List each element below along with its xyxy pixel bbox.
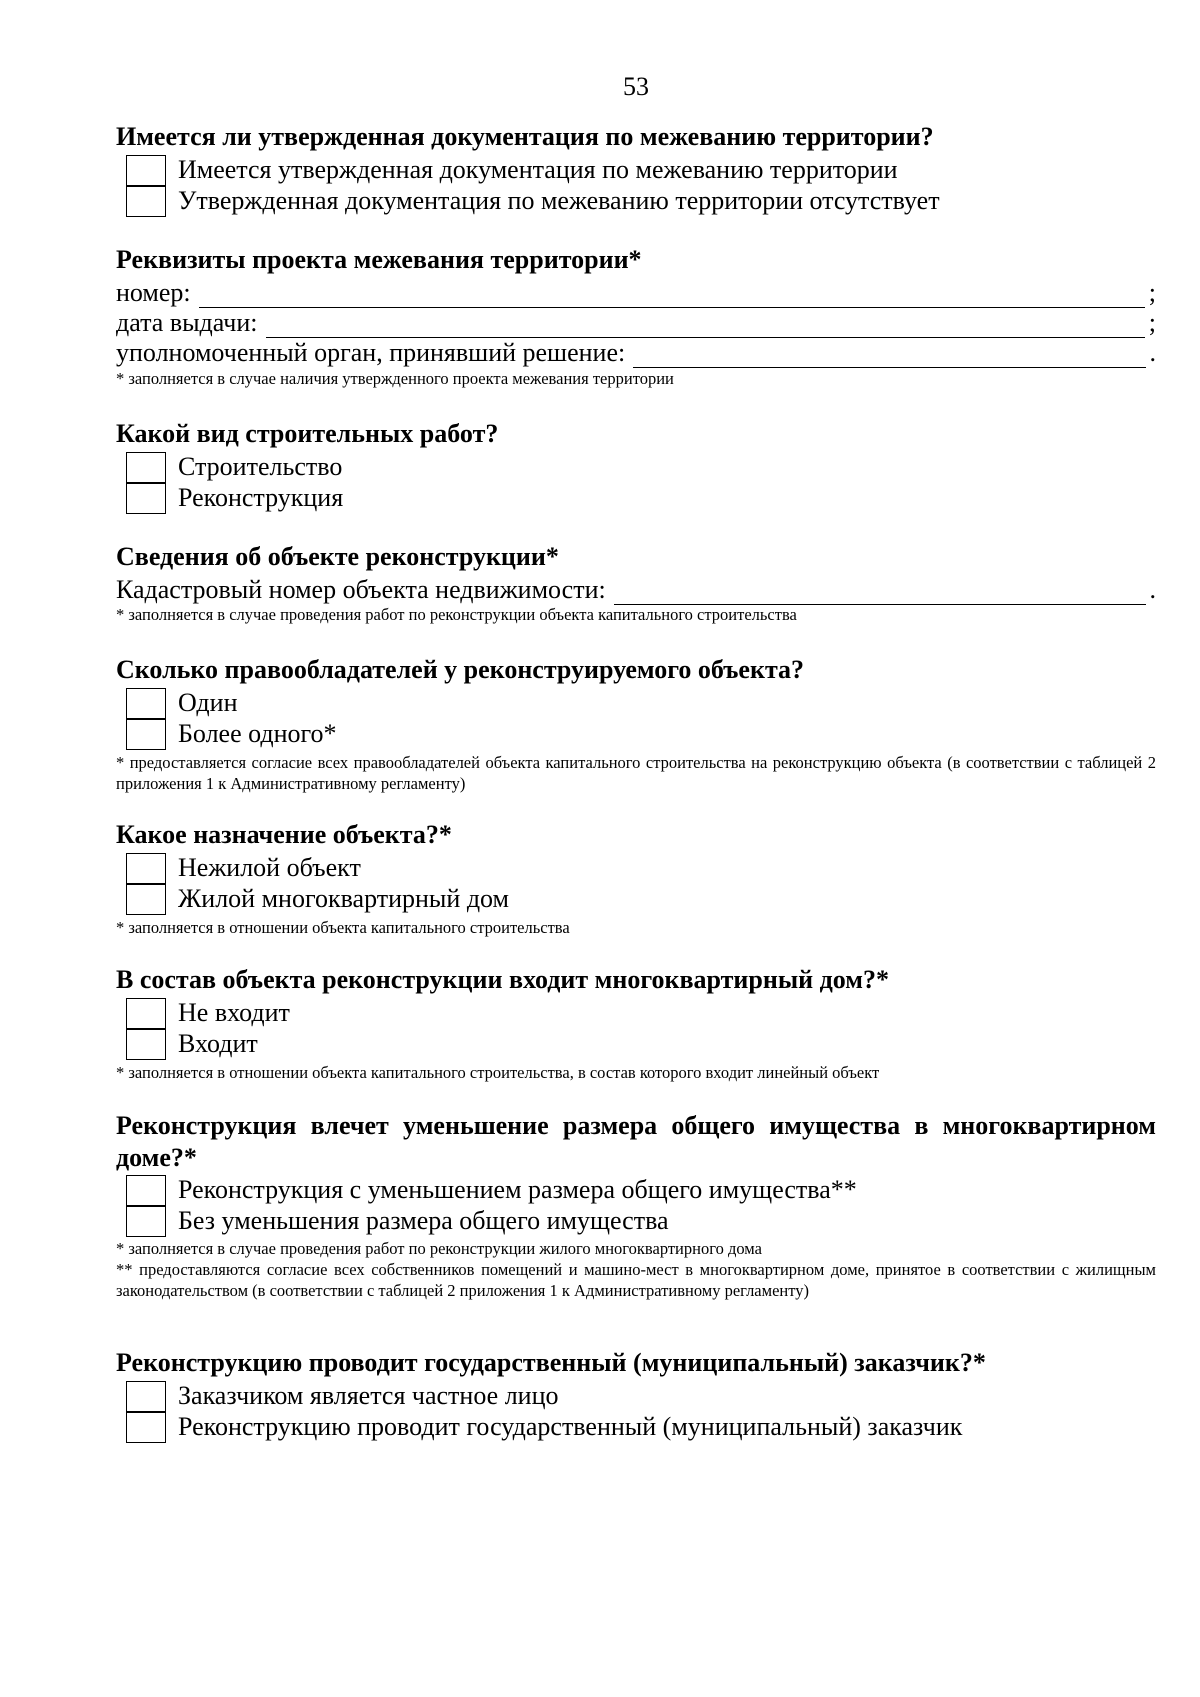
note-apartment: * заполняется в отношении объекта капитального строительства, в состав которого входит линейный объект — [116, 1063, 880, 1082]
option-survey-doc-exists[interactable] — [126, 153, 898, 187]
question-common-property: Реконструкция влечет уменьшение размера общего имущества в многоквартирном доме?* — [116, 1111, 1156, 1172]
note-common-property-2: ** предоставляются согласие всех собственников помещений и машино-мест в многоквартирном доме, принятое в соответствии с жилищным законодательством (в соответствии с таблицей 2 приложения 1 к Административному регламенту) — [116, 1260, 1156, 1300]
note-survey-details: * заполняется в случае наличия утвержденного проекта межевания территории — [116, 369, 674, 388]
option-label: Имеется утвержденная документация по межеванию территории — [178, 155, 898, 184]
question-owners: Сколько правообладателей у реконструируемого объекта? — [116, 655, 805, 684]
checkbox[interactable] — [126, 452, 166, 483]
field-end: . — [1149, 338, 1156, 367]
field-label: Кадастровый номер объекта недвижимости: — [116, 575, 606, 604]
note-object-info: * заполняется в случае проведения работ по реконструкции объекта капитального строительства — [116, 605, 797, 624]
option-label: Реконструкция с уменьшением размера общего имущества** — [178, 1175, 857, 1204]
option-label: Жилой многоквартирный дом — [178, 884, 510, 913]
field-cadastral — [116, 575, 1156, 605]
question-survey-details: Реквизиты проекта межевания территории* — [116, 245, 642, 274]
checkbox[interactable] — [126, 1206, 166, 1237]
option-label: Более одного* — [178, 719, 337, 748]
checkbox[interactable] — [126, 853, 166, 884]
option-with-reduction[interactable] — [126, 1173, 857, 1207]
note-purpose: * заполняется в отношении объекта капитального строительства — [116, 918, 570, 937]
field-end: ; — [1148, 278, 1156, 307]
field-end: . — [1149, 575, 1156, 604]
checkbox[interactable] — [126, 688, 166, 719]
note-owners: * предоставляется согласие всех правообладателей объекта капитального строительства на реконструкцию объекта (в соответствии с таблицей 2 приложения 1 к Административному регламенту) — [116, 753, 1156, 793]
checkbox[interactable] — [126, 1175, 166, 1206]
checkbox[interactable] — [126, 483, 166, 514]
checkbox[interactable] — [126, 1381, 166, 1412]
option-label: Входит — [178, 1029, 258, 1058]
option-multiple-owners[interactable] — [126, 717, 337, 751]
option-label: Заказчиком является частное лицо — [178, 1381, 559, 1410]
note-common-property-1: * заполняется в случае проведения работ по реконструкции жилого многоквартирного дома — [116, 1239, 762, 1258]
question-apartment: В состав объекта реконструкции входит многоквартирный дом?* — [116, 965, 889, 994]
field-label: дата выдачи: — [116, 308, 258, 337]
page-number: 53 — [623, 72, 649, 101]
checkbox[interactable] — [126, 1412, 166, 1443]
field-issue-date — [116, 308, 1156, 338]
option-label: Реконструкцию проводит государственный (муниципальный) заказчик — [178, 1412, 963, 1441]
option-included[interactable] — [126, 1027, 258, 1061]
option-label: Без уменьшения размера общего имущества — [178, 1206, 669, 1235]
field-number — [116, 278, 1156, 308]
question-purpose: Какое назначение объекта?* — [116, 820, 452, 849]
option-label: Строительство — [178, 452, 343, 481]
authority-input[interactable] — [633, 341, 1145, 368]
field-label: номер: — [116, 278, 191, 307]
checkbox[interactable] — [126, 719, 166, 750]
field-label: уполномоченный орган, принявший решение: — [116, 338, 626, 367]
option-state-customer[interactable] — [126, 1410, 962, 1444]
question-object-info: Сведения об объекте реконструкции* — [116, 542, 559, 571]
option-label: Не входит — [178, 998, 290, 1027]
field-end: ; — [1148, 308, 1156, 337]
option-label: Нежилой объект — [178, 853, 361, 882]
checkbox[interactable] — [126, 155, 166, 186]
option-one-owner[interactable] — [126, 686, 238, 720]
checkbox[interactable] — [126, 884, 166, 915]
question-work-type: Какой вид строительных работ? — [116, 419, 499, 448]
option-construction[interactable] — [126, 450, 342, 484]
cadastral-number-input[interactable] — [614, 578, 1146, 605]
option-non-residential[interactable] — [126, 851, 361, 885]
checkbox[interactable] — [126, 1029, 166, 1060]
number-input[interactable] — [199, 281, 1145, 308]
checkbox[interactable] — [126, 998, 166, 1029]
option-without-reduction[interactable] — [126, 1204, 669, 1238]
option-apartment-building[interactable] — [126, 882, 509, 916]
question-survey-doc: Имеется ли утвержденная документация по межеванию территории? — [116, 122, 934, 151]
option-label: Один — [178, 688, 238, 717]
option-survey-doc-absent[interactable] — [126, 184, 940, 218]
option-label: Реконструкция — [178, 483, 344, 512]
option-label: Утвержденная документация по межеванию территории отсутствует — [178, 186, 940, 215]
option-reconstruction[interactable] — [126, 481, 343, 515]
option-private-customer[interactable] — [126, 1379, 559, 1413]
field-authority — [116, 338, 1156, 368]
option-not-included[interactable] — [126, 996, 290, 1030]
issue-date-input[interactable] — [266, 311, 1145, 338]
question-customer: Реконструкцию проводит государственный (муниципальный) заказчик?* — [116, 1348, 986, 1377]
checkbox[interactable] — [126, 186, 166, 217]
